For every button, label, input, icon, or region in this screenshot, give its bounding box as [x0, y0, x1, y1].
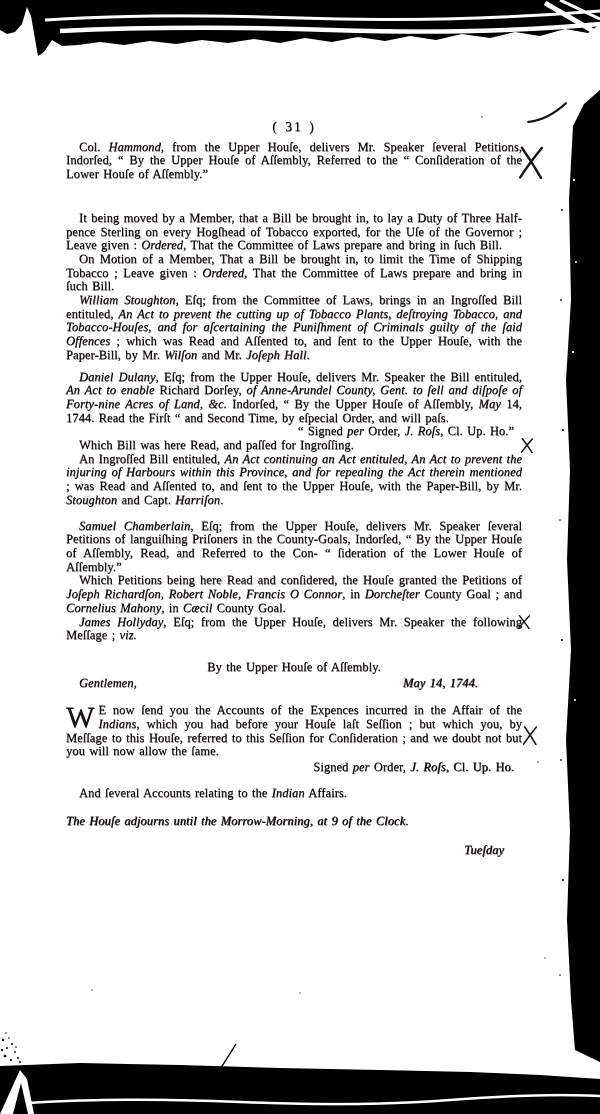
handwritten-x-mark-3 — [523, 726, 537, 745]
paragraph-stoughton-tobacco-act: William Stoughton, Eſq; from the Committee of Laws, brings in an Ingroſſed Bill entituled, An Act to prevent the cutting up of Tobacco Plants, deſtroying Tobacco, and Tobacco-Houſes, and for aſcertaining the Puniſhment of Criminals guilty of the ſaid Offences ; which was Read and Aſſented to, and ſent to the Upper Houſe, with the Paper-Bill, by Mr. Wilſon and Mr. Joſeph Hall. — [66, 293, 523, 362]
paragraph-chamberlain-petitions: Samuel Chamberlain, Eſq; from the Upper Houſe, delivers Mr. Speaker ſeveral Petitions of languiſhing Priſoners in the County-Goals, Indorſed, “ By the Upper Houſe of Aſſembly, Read, and Referred to the Con- “ ſideration of the Lower Houſe of Aſſembly.” — [66, 518, 522, 574]
paragraph-hammond-petitions: Col. Hammond, from the Upper Houſe, delivers Mr. Speaker ſeveral Petitions, Indorſed, “ By the Upper Houſe of Aſſembly, Referred to the “ Conſideration of the Lower Houſe of Aſſembly.” — [66, 139, 522, 182]
line-signed-ross-1: “ Signed per Order, J. Roſs, Cl. Up. Ho.” — [297, 424, 514, 439]
page-number: ( 31 ) — [272, 119, 316, 134]
paragraph-indian-accounts: And ſeveral Accounts relating to the Indian Affairs. — [79, 785, 348, 800]
paragraph-bill-ingrossed: Which Bill was here Read, and paſſed for Ingroſſing. — [79, 438, 354, 453]
line-signed-ross-2: Signed per Order, J. Roſs, Cl. Up. Ho. — [313, 760, 514, 775]
handwritten-x-mark-1 — [521, 438, 533, 453]
paragraph-tobacco-duty-bill: It being moved by a Member, that a Bill be brought in, to lay a Duty of Three Half-pence Sterling on every Hogſhead of Tobacco exported, for the Uſe of the Governor ; Leave given : Ordered, That the Committee of Laws prepare and bring in ſuch Bill. — [66, 210, 522, 253]
paragraph-hollyday-message: James Hollyday, Eſq; from the Upper Houſe, delivers Mr. Speaker the following Meſſage ; viz. — [66, 614, 522, 643]
paragraph-petitions-granted: Which Petitions being here Read and conſidered, the Houſe granted the Petitions of Joſeph Richardſon, Robert Noble, Francis O Connor, in Dorcheſter County Goal ; and Cornelius Mahony, in Cæcil County Goal. — [66, 573, 523, 615]
paragraph-indian-expences: W E now ſend you the Accounts of the Expences incurred in the Affair of the Indians, which you had before your Houſe laſt Seſſion ; but which you, by Meſſage to this Houſe, referred to this Seſſion for Conſideration ; and we doubt not but you will now allow the ſame. — [66, 701, 522, 759]
paragraph-adjournment: The Houſe adjourns until the Morrow-Morning, at 9 of the Clock. — [66, 813, 409, 828]
pen-flick-mark — [527, 98, 568, 124]
page-text — [66, 120, 522, 858]
paragraph-dulany-dorsey-bill: Daniel Dulany, Eſq; from the Upper Houſe, delivers Mr. Speaker the Bill entituled, An Act to enable Richard Dorſey, of Anne-Arundel County, Gent. to ſell and diſpoſe of Forty-nine Acres of Land, &c. Indorſed, “ By the Upper Houſe of Aſſembly, May 14, 1744. Read the Firſt “ and Second Time, by eſpecial Order, and will paſs. — [66, 369, 522, 425]
paragraph-shipping-time-bill: On Motion of a Member, That a Bill be brought in, to limit the Time of Shipping Tobacco ; Leave given : Ordered, That the Committee of Laws prepare and bring in ſuch Bill. — [66, 251, 522, 294]
message-header-line: By the Upper Houſe of Aſſembly. — [207, 659, 381, 674]
handwritten-x-mark-large — [519, 146, 543, 179]
salutation-row: Gentlemen, May 14, 1744. — [79, 675, 478, 690]
paragraph-harbours-act: An Ingroſſed Bill entituled, An Act continuing an Act entituled, An Act to prevent the injuring of Harbours within this Province, and for repealing the Act therein mentioned ; was Read and Aſſented to, and ſent to the Upper Houſe, with the Paper-Bill, by Mr. Stoughton and Capt. Harriſon. — [66, 451, 522, 507]
catchword-line: Tueſday — [464, 843, 504, 858]
